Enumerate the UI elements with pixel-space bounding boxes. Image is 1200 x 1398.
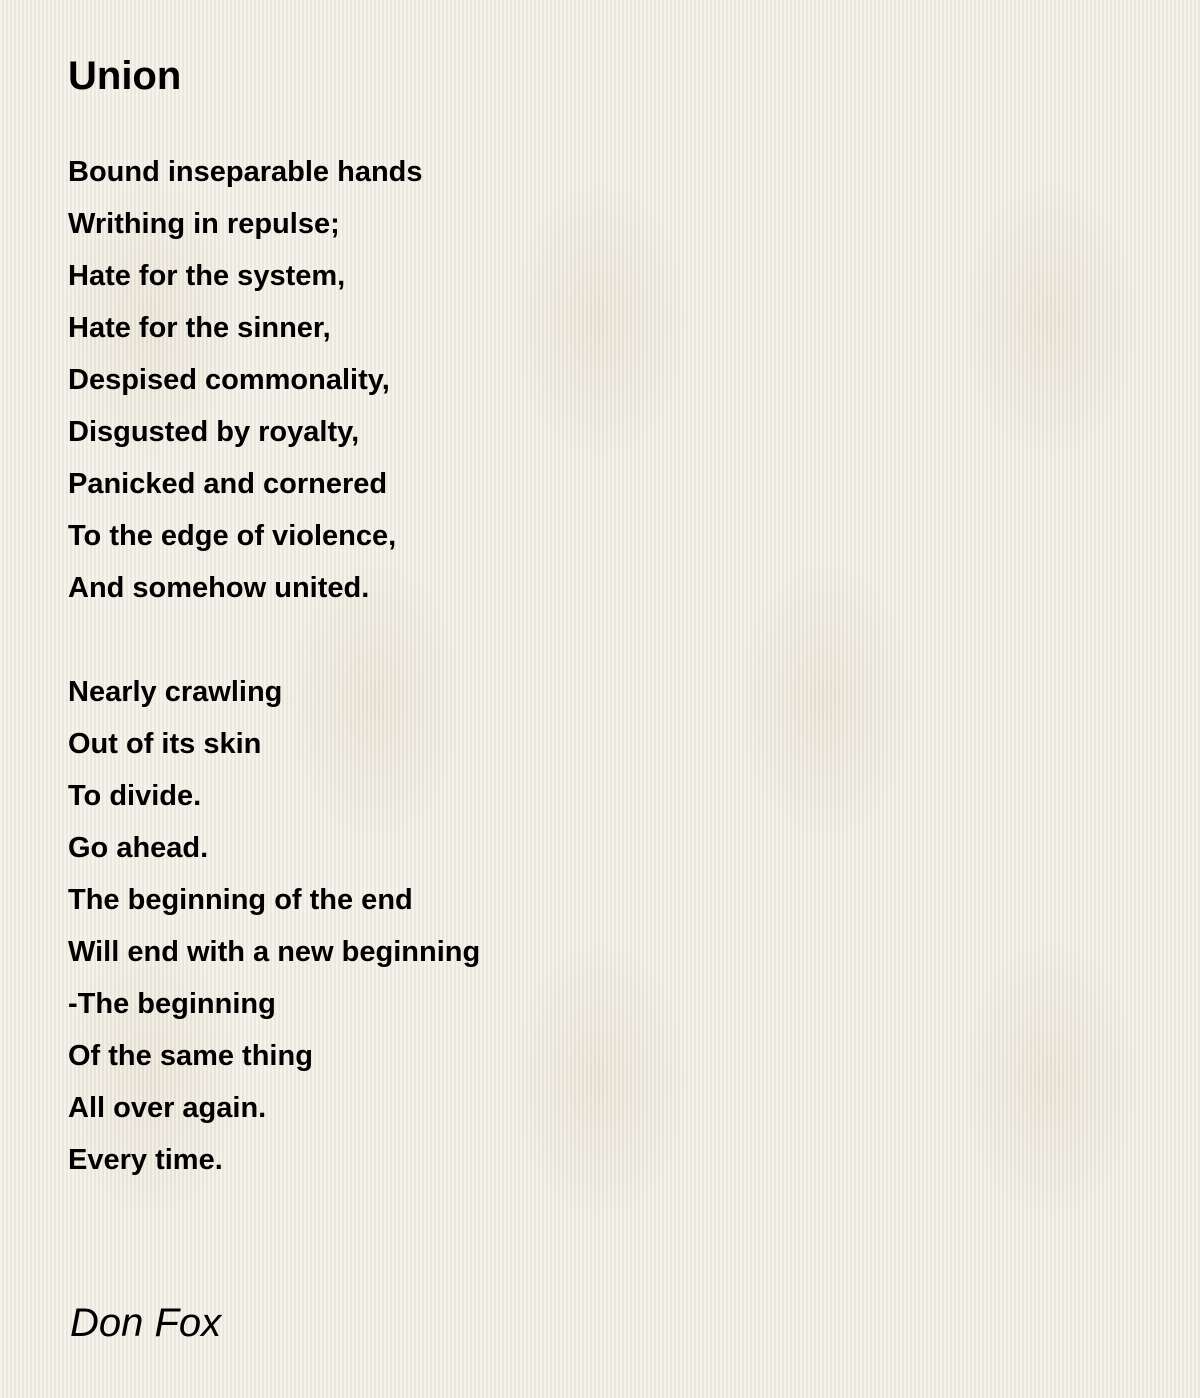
poem-body xyxy=(68,146,1148,1186)
poem-line: Writhing in repulse; xyxy=(68,208,340,240)
poem-line: To the edge of violence, xyxy=(68,520,397,552)
poem-line: Every time. xyxy=(68,1144,223,1176)
poem-line: Hate for the system, xyxy=(68,260,346,292)
poem-line: Will end with a new beginning xyxy=(68,936,481,968)
poem-line: And somehow united. xyxy=(68,572,370,604)
poem-line: Bound inseparable hands xyxy=(68,156,423,188)
poem-line: Out of its skin xyxy=(68,728,262,760)
poem-line: To divide. xyxy=(68,780,202,812)
poem-title: Union xyxy=(68,54,182,98)
poem-line: Of the same thing xyxy=(68,1040,313,1072)
poem-line: Panicked and cornered xyxy=(68,468,388,500)
poem-line: Go ahead. xyxy=(68,832,209,864)
stanza-1 xyxy=(68,146,1148,614)
poem-line: Nearly crawling xyxy=(68,676,283,708)
poem-container xyxy=(68,50,1148,1186)
poem-line: The beginning of the end xyxy=(68,884,413,916)
poem-line: Hate for the sinner, xyxy=(68,312,331,344)
poem-line: Disgusted by royalty, xyxy=(68,416,360,448)
poem-line: -The beginning xyxy=(68,988,276,1020)
poem-author: Don Fox xyxy=(70,1301,222,1345)
poem-line: Despised commonality, xyxy=(68,364,390,396)
poem-line: All over again. xyxy=(68,1092,267,1124)
stanza-break xyxy=(68,614,1148,666)
stanza-2 xyxy=(68,666,1148,1186)
